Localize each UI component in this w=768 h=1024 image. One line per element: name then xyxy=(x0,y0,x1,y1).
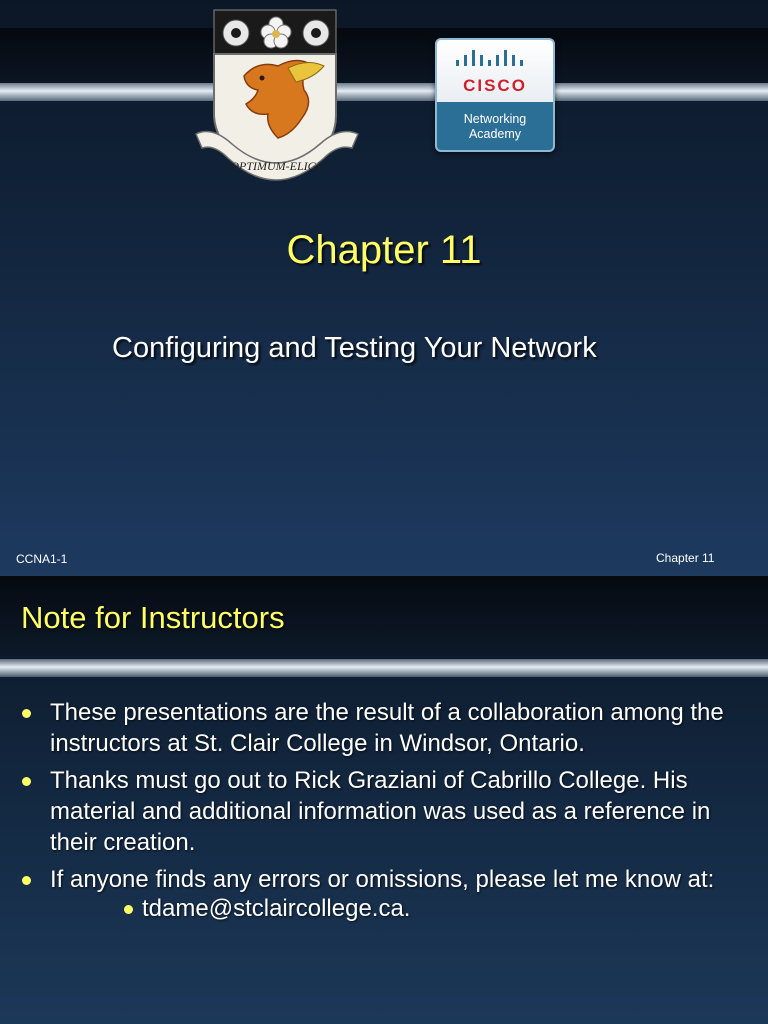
bullet-dot-icon xyxy=(22,709,31,718)
cisco-wordmark: CISCO xyxy=(463,76,527,95)
cisco-academy-line2: Academy xyxy=(468,127,522,141)
cisco-logo-icon xyxy=(435,38,555,152)
silver-divider xyxy=(0,659,768,677)
sub-bullet-dot-icon xyxy=(124,905,133,914)
footer-course-code: CCNA1-1 xyxy=(16,552,68,566)
bullet-text: These presentations are the result of a collaboration among the instructors at St. Clair College in Windsor, Ontario. xyxy=(50,699,724,757)
silver-divider xyxy=(0,83,768,101)
chapter-subtitle: Configuring and Testing Your Network xyxy=(112,332,597,364)
header-band xyxy=(0,28,768,83)
cisco-academy-label xyxy=(437,112,553,142)
footer-chapter: Chapter 11 xyxy=(656,551,715,565)
cisco-academy-line1: Networking xyxy=(463,112,527,126)
slide-title: Note for Instructors xyxy=(21,600,285,635)
bullet-dot-icon xyxy=(22,777,31,786)
college-crest-icon xyxy=(192,6,362,192)
cisco-logo-top xyxy=(437,40,553,102)
cisco-bars-icon xyxy=(454,50,536,70)
bullet-text: Thanks must go out to Rick Graziani of Cabrillo College. His material and additional information was used as a reference in their creation. xyxy=(50,767,711,856)
bullet-item xyxy=(20,765,750,858)
crest-motto: OPTIMUM-ELIGE xyxy=(230,159,324,173)
bullet-dot-icon xyxy=(22,876,31,885)
contact-email: tdame@stclaircollege.ca. xyxy=(142,895,411,922)
instructor-note-slide xyxy=(0,576,768,1024)
bullet-text: If anyone finds any errors or omissions, please let me know at: xyxy=(50,866,715,893)
bullet-item xyxy=(20,697,750,759)
bullet-item xyxy=(20,864,750,924)
chapter-title: Chapter 11 xyxy=(286,228,482,272)
sub-bullet-item xyxy=(122,893,750,924)
bullet-list xyxy=(20,697,750,930)
